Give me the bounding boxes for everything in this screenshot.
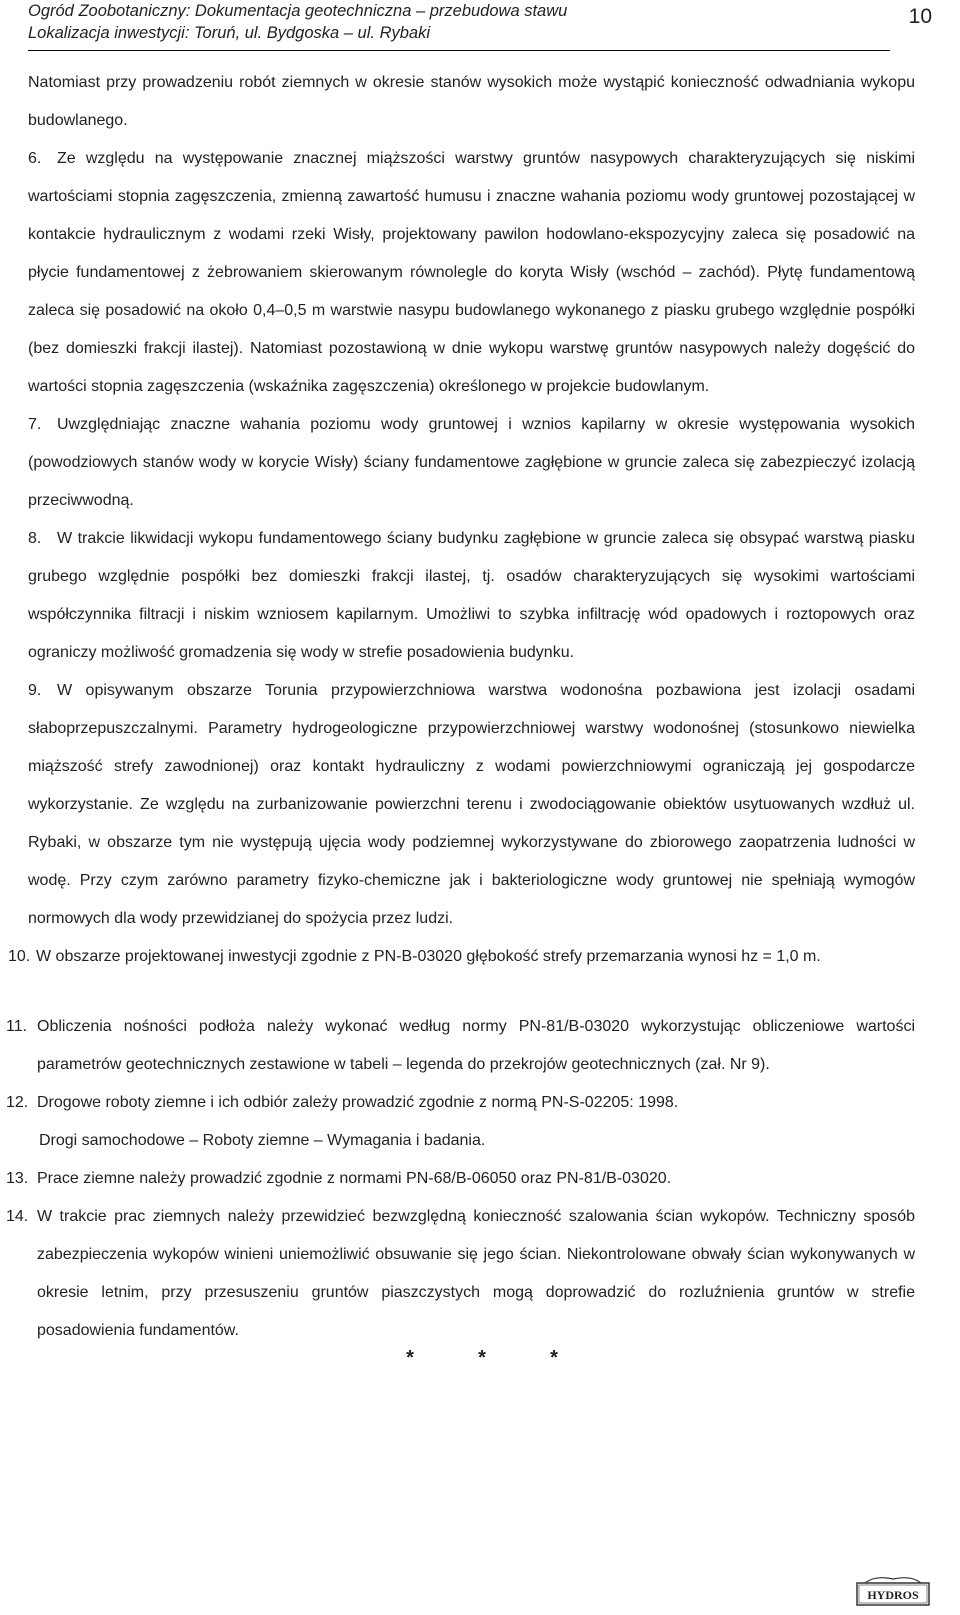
list-item-9	[28, 672, 915, 938]
header-title: Ogród Zoobotaniczny: Dokumentacja geotechniczna – przebudowa stawu	[28, 2, 568, 20]
list-item-13	[6, 1160, 915, 1198]
item-text: Uwzględniając znaczne wahania poziomu wody gruntowej i wznios kapilarny w okresie występowania wysokich (powodziowych stanów wody w korycie Wisły) ściany fundamentowe zagłębione w gruncie zaleca się zabezpieczyć izolacją przeciwwodną.	[28, 416, 915, 509]
separator-star: *	[550, 1347, 558, 1369]
hydros-logo	[855, 1575, 931, 1611]
logo-text: HYDROS	[867, 1588, 919, 1602]
item-text: W trakcie likwidacji wykopu fundamentowego ściany budynku zagłębione w gruncie zaleca się obsypać warstwą piasku grubego względnie pospółki bez domieszki frakcji ilastej, tj. osadów charakteryzujących się wysokimi wartościami współczynnika filtracji i niskim wzniosem kapilarnym. Umożliwi to szybka infiltrację wód opadowych i roztopowych oraz ograniczy możliwość gromadzenia się wody w strefie posadowienia budynku.	[28, 530, 915, 661]
item-text: Drogowe roboty ziemne i ich odbiór zależy prowadzić zgodnie z normą PN-S-02205: 1998.	[37, 1094, 679, 1111]
item-text: Ze względu na występowanie znacznej miąższości warstwy gruntów nasypowych charakteryzujących się niskimi wartościami stopnia zagęszczenia, zmienną zawartość humusu i znaczne wahania poziomu wody gruntowej pozostającej w kontakcie hydraulicznym z wodami rzeki Wisły, projektowany pawilon hodowlano-ekspozycyjny zaleca się posadowić na płycie fundamentowej z żebrowaniem skierowanym równolegle do koryta Wisły (wschód – zachód). Płytę fundamentową zaleca się posadowić na około 0,4–0,5 m warstwie nasypu budowlanego wykonanego z piasku grubego względnie pospółki (bez domieszki frakcji ilastej). Natomiast pozostawioną w dnie wykopu warstwę gruntów nasypowych należy dogęścić do wartości stopnia zagęszczenia (wskaźnika zagęszczenia) określonego w projekcie budowlanym.	[28, 150, 915, 395]
page-header	[28, 0, 932, 44]
item-number: 8.	[28, 530, 42, 547]
section-separator	[0, 1347, 590, 1370]
header-location: Lokalizacja inwestycji: Toruń, ul. Bydgoska – ul. Rybaki	[28, 24, 431, 42]
intro-paragraph: Natomiast przy prowadzeniu robót ziemnych w okresie stanów wysokich może wystąpić konieczność odwadniania wykopu budowlanego.	[28, 74, 915, 129]
item-number: 11.	[6, 1018, 28, 1035]
item-text: W trakcie prac ziemnych należy przewidzieć bezwzględną konieczność szalowania ścian wykopów. Techniczny sposób zabezpieczenia wykopów winieni uniemożliwić obsuwanie się jego ścian. Niekontrolowane obwały ścian wykonywanych w okresie letnim, przy przesuszeniu gruntów piaszczystych mogą doprowadzić do rozluźnienia gruntów w strefie posadowienia fundamentów.	[37, 1208, 915, 1339]
item-number: 7.	[28, 416, 42, 433]
separator-star: *	[406, 1347, 414, 1369]
list-continued	[6, 1008, 915, 1350]
list-item-10	[8, 938, 915, 976]
item-text: W opisywanym obszarze Torunia przypowierzchniowa warstwa wodonośna pozbawiona jest izolacji osadami słaboprzepuszczalnymi. Parametry hydrogeologiczne przypowierzchniowej warstwy wodonośnej (stosunkowo niewielka miąższość strefy zawodnionej) oraz kontakt hydrauliczny z wodami powierzchniowymi ograniczają jej gospodarcze wykorzystanie. Ze względu na zurbanizowanie powierzchni terenu i zwodociągowanie obiektów usytuowanych wzdłuż ul. Rybaki, w obszarze tym nie występują ujęcia wody podziemnej wykorzystywane do zbiorowego zaopatrzenia ludności w wodę. Przy czym zarówno parametry fizyko-chemiczne jak i bakteriologiczne wody gruntowej nie spełniają wymogów normowych dla wody przewidzianej do spożycia przez ludzi.	[28, 682, 915, 927]
item-number: 10.	[8, 948, 31, 965]
header-divider	[28, 50, 890, 51]
item-number: 12.	[6, 1094, 29, 1111]
document-body	[8, 64, 915, 976]
item-text: Obliczenia nośności podłoża należy wykonać według normy PN-81/B-03020 wykorzystując obliczeniowe wartości parametrów geotechnicznych zestawione w tabeli – legenda do przekrojów geotechnicznych (zał. Nr 9).	[37, 1018, 915, 1073]
list-item-14	[6, 1198, 915, 1350]
item-text: W obszarze projektowanej inwestycji zgodnie z PN-B-03020 głębokość strefy przemarzania wynosi hz = 1,0 m.	[36, 948, 821, 965]
item-subline: Drogi samochodowe – Roboty ziemne – Wymagania i badania.	[39, 1132, 486, 1149]
item-number: 6.	[28, 150, 42, 167]
list-item-11	[6, 1008, 915, 1084]
item-number: 13.	[6, 1170, 29, 1187]
list-item-12	[6, 1084, 915, 1160]
page-number: 10	[908, 5, 932, 28]
list-item-7	[28, 406, 915, 520]
item-number: 14.	[6, 1208, 29, 1225]
separator-star: *	[478, 1347, 486, 1369]
list-item-8	[28, 520, 915, 672]
item-text: Prace ziemne należy prowadzić zgodnie z normami PN-68/B-06050 oraz PN-81/B-03020.	[37, 1170, 672, 1187]
list-item-6	[28, 140, 915, 406]
item-number: 9.	[28, 682, 42, 699]
